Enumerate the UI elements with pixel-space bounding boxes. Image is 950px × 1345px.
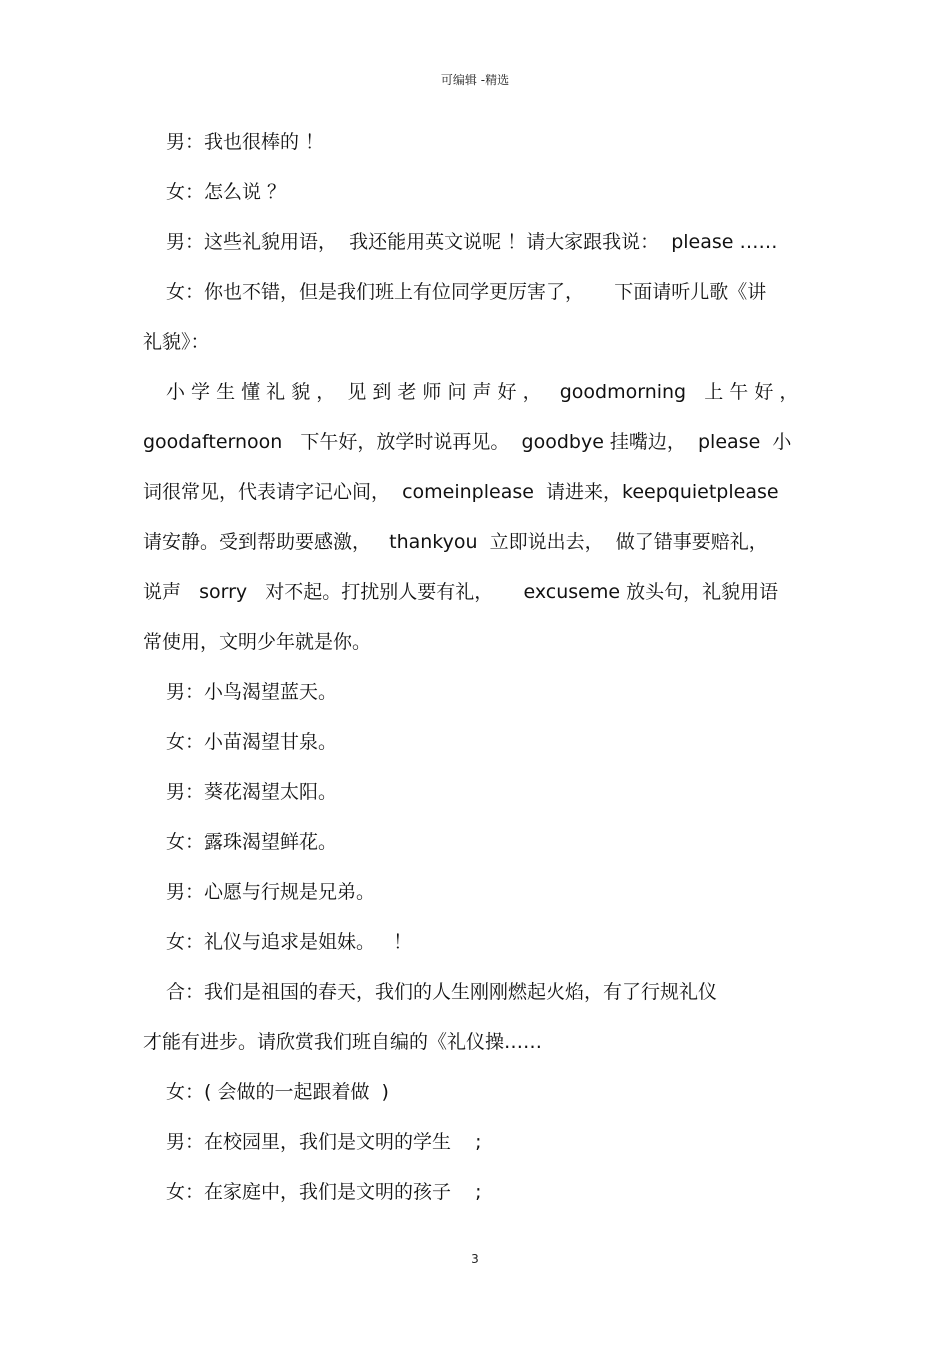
text-line: 说声 sorry 对不起。打扰别人要有礼， excuseme 放头句，礼貌用语 [143,581,779,603]
text-line: 女：礼仪与追求是姐妹。 ！ [166,931,413,953]
text-line: 男：在校园里，我们是文明的学生 ; [166,1131,482,1153]
text-line: 礼貌》： [143,331,210,353]
text-line: goodafternoon 下午好，放学时说再见。 goodbye 挂嘴边， please 小 [143,431,792,453]
text-line: 女：在家庭中，我们是文明的孩子 ; [166,1181,482,1203]
text-line: 常使用，文明少年就是你。 [143,631,372,653]
text-line: 男：心愿与行规是兄弟。 [166,881,376,903]
page-number: 3 [471,1252,479,1266]
page-header: 可编辑 -精选 [440,73,510,87]
text-line: 女：( 会做的一起跟着做 ) [166,1081,389,1103]
text-line: 小 学 生 懂 礼 貌 ， 见 到 老 师 问 声 好 ， goodmorning 上 午 好 ， [166,381,799,403]
text-line: 男：葵花渴望太阳。 [166,781,338,803]
text-line: 词很常见，代表请字记心间， comeinplease 请进来，keepquietplease [143,481,779,503]
text-line: 请安静。受到帮助要感激， thankyou 立即说出去， 做了错事要赔礼， [143,531,768,553]
text-line: 女：小苗渴望甘泉。 [166,731,338,753]
text-line: 女：你也不错，但是我们班上有位同学更厉害了， 下面请听儿歌《讲 [166,281,767,303]
text-line: 女：露珠渴望鲜花。 [166,831,338,853]
text-line: 女：怎么说 ？ [166,181,287,203]
text-line: 男：小鸟渴望蓝天。 [166,681,338,703]
document-body [143,122,811,1222]
text-line: 合：我们是祖国的春天，我们的人生刚刚燃起火焰，有了行规礼仪 [166,981,718,1003]
text-line: 男：这些礼貌用语， 我还能用英文说呢 ！请大家跟我说： please …… [166,231,778,253]
text-line: 男：我也很棒的 ！ [166,131,325,153]
text-line: 才能有进步。请欣赏我们班自编的《礼仪操…… [143,1031,543,1053]
